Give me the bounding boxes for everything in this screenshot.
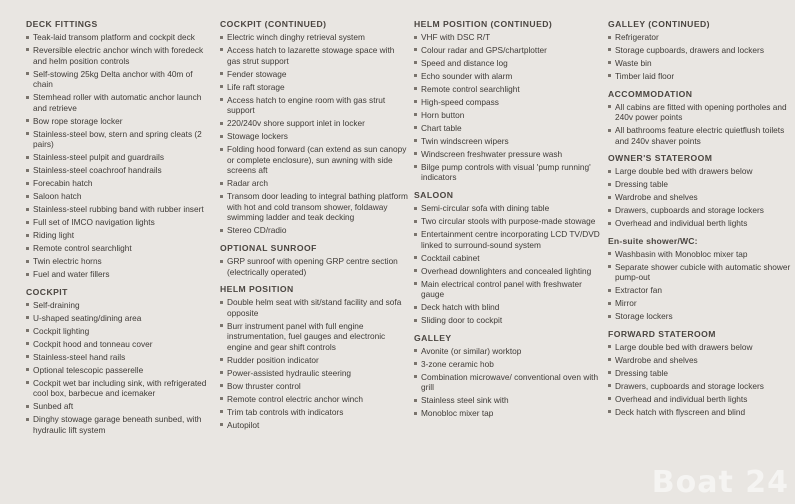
list-item: Large double bed with drawers below <box>608 342 795 353</box>
list-item: Colour radar and GPS/chartplotter <box>414 45 602 56</box>
list-item: Forecabin hatch <box>26 178 214 189</box>
list-item: Main electrical control panel with freshwater gauge <box>414 279 602 300</box>
list-item: Rudder position indicator <box>220 355 408 366</box>
list-item: Access hatch to lazarette stowage space with gas strut support <box>220 45 408 66</box>
list-item: Chart table <box>414 123 602 134</box>
column-1 <box>26 14 214 441</box>
column-3 <box>414 14 602 425</box>
list-item: Sunbed aft <box>26 401 214 412</box>
list-item: Two circular stools with purpose-made stowage <box>414 216 602 227</box>
spec-list <box>608 249 795 322</box>
spec-list <box>608 32 795 82</box>
section-heading: GALLEY (CONTINUED) <box>608 19 710 29</box>
list-item: Stainless-steel hand rails <box>26 352 214 363</box>
column-2 <box>220 14 408 436</box>
list-item: Waste bin <box>608 58 795 69</box>
list-item: Speed and distance log <box>414 58 602 69</box>
section-heading: COCKPIT (CONTINUED) <box>220 19 327 29</box>
list-item: 220/240v shore support inlet in locker <box>220 118 408 129</box>
list-item: Separate shower cubicle with automatic shower pump-out <box>608 262 795 283</box>
list-item: 3-zone ceramic hob <box>414 359 602 370</box>
list-item: Riding light <box>26 230 214 241</box>
spec-list <box>608 166 795 229</box>
list-item: All cabins are fitted with opening portholes and 240v power points <box>608 102 795 123</box>
spec-section <box>414 18 602 183</box>
list-item: Stainless-steel coachroof handrails <box>26 165 214 176</box>
list-item: Teak-laid transom platform and cockpit deck <box>26 32 214 43</box>
spec-section <box>26 18 214 280</box>
column-4 <box>608 14 795 423</box>
list-item: Twin windscreen wipers <box>414 136 602 147</box>
list-item: Monobloc mixer tap <box>414 408 602 419</box>
list-item: Avonite (or similar) worktop <box>414 346 602 357</box>
list-item: Echo sounder with alarm <box>414 71 602 82</box>
list-item: Autopilot <box>220 420 408 431</box>
list-item: Transom door leading to integral bathing platform with hot and cold transom shower, foldaway swimming ladder and teak decking <box>220 191 408 223</box>
list-item: Washbasin with Monobloc mixer tap <box>608 249 795 260</box>
list-item: Dressing table <box>608 179 795 190</box>
section-heading: HELM POSITION <box>220 284 294 295</box>
list-item: Overhead and individual berth lights <box>608 218 795 229</box>
list-item: Storage lockers <box>608 311 795 322</box>
list-item: Dressing table <box>608 368 795 379</box>
list-item: Full set of IMCO navigation lights <box>26 217 214 228</box>
list-item: Stainless steel sink with <box>414 395 602 406</box>
list-item: All bathrooms feature electric quietflush toilets and 240v shaver points <box>608 125 795 146</box>
list-item: Mirror <box>608 298 795 309</box>
list-item: Remote control searchlight <box>414 84 602 95</box>
list-item: Folding hood forward (can extend as sun canopy or complete enclosure), sun awning with side screens aft <box>220 144 408 176</box>
list-item: Power-assisted hydraulic steering <box>220 368 408 379</box>
spec-section <box>608 328 795 418</box>
watermark-logo: Boat 24 <box>651 465 789 500</box>
list-item: Access hatch to engine room with gas strut support <box>220 95 408 116</box>
spec-section <box>608 152 795 229</box>
list-item: Deck hatch with blind <box>414 302 602 313</box>
list-item: Remote control searchlight <box>26 243 214 254</box>
list-item: Drawers, cupboards and storage lockers <box>608 381 795 392</box>
spec-section <box>220 18 408 236</box>
list-item: Entertainment centre incorporating LCD TV/DVD linked to surround-sound system <box>414 229 602 250</box>
list-item: Cockpit hood and tonneau cover <box>26 339 214 350</box>
list-item: Cocktail cabinet <box>414 253 602 264</box>
spec-list <box>26 32 214 280</box>
section-heading: ACCOMMODATION <box>608 88 693 99</box>
list-item: Storage cupboards, drawers and lockers <box>608 45 795 56</box>
spec-section <box>414 189 602 326</box>
list-item: Bow rope storage locker <box>26 116 214 127</box>
spec-list <box>608 342 795 418</box>
list-item: Wardrobe and shelves <box>608 192 795 203</box>
spec-list <box>414 203 602 326</box>
list-item: Burr instrument panel with full engine instrumentation, fuel gauges and electronic engine and gear shift controls <box>220 321 408 353</box>
list-item: Stowage lockers <box>220 131 408 142</box>
list-item: Refrigerator <box>608 32 795 43</box>
spec-section <box>220 242 408 277</box>
list-item: Timber laid floor <box>608 71 795 82</box>
spec-section <box>608 88 795 147</box>
list-item: Twin electric horns <box>26 256 214 267</box>
list-item: Overhead downlighters and concealed lighting <box>414 266 602 277</box>
list-item: Saloon hatch <box>26 191 214 202</box>
list-item: Radar arch <box>220 178 408 189</box>
spec-list <box>26 300 214 436</box>
list-item: Bilge pump controls with visual 'pump running' indicators <box>414 162 602 183</box>
list-item: Fender stowage <box>220 69 408 80</box>
list-item: Wardrobe and shelves <box>608 355 795 366</box>
list-item: VHF with DSC R/T <box>414 32 602 43</box>
list-item: Drawers, cupboards and storage lockers <box>608 205 795 216</box>
spec-list <box>220 256 408 277</box>
list-item: Combination microwave/ conventional oven with grill <box>414 372 602 393</box>
list-item: Stainless-steel rubbing band with rubber insert <box>26 204 214 215</box>
list-item: Overhead and individual berth lights <box>608 394 795 405</box>
spec-section <box>26 286 214 436</box>
list-item: Electric winch dinghy retrieval system <box>220 32 408 43</box>
list-item: Stainless-steel bow, stern and spring cleats (2 pairs) <box>26 129 214 150</box>
section-heading: En-suite shower/WC: <box>608 235 698 246</box>
list-item: Horn button <box>414 110 602 121</box>
list-item: Self-stowing 25kg Delta anchor with 40m of chain <box>26 69 214 90</box>
list-item: Remote control electric anchor winch <box>220 394 408 405</box>
list-item: Semi-circular sofa with dining table <box>414 203 602 214</box>
list-item: Cockpit lighting <box>26 326 214 337</box>
list-item: Sliding door to cockpit <box>414 315 602 326</box>
spec-list <box>608 102 795 147</box>
spec-list <box>414 32 602 183</box>
list-item: Stemhead roller with automatic anchor launch and retrieve <box>26 92 214 113</box>
spec-list <box>220 32 408 236</box>
section-heading: HELM POSITION (CONTINUED) <box>414 19 553 29</box>
section-heading: OWNER'S STATEROOM <box>608 153 713 164</box>
list-item: Reversible electric anchor winch with foredeck and helm position controls <box>26 45 214 66</box>
list-item: Deck hatch with flyscreen and blind <box>608 407 795 418</box>
list-item: Stainless-steel pulpit and guardrails <box>26 152 214 163</box>
spec-section <box>220 283 408 430</box>
section-heading: SALOON <box>414 190 454 201</box>
list-item: Windscreen freshwater pressure wash <box>414 149 602 160</box>
spec-section <box>608 18 795 82</box>
list-item: Large double bed with drawers below <box>608 166 795 177</box>
section-heading: COCKPIT <box>26 286 68 297</box>
list-item: Double helm seat with sit/stand facility and sofa opposite <box>220 297 408 318</box>
list-item: Trim tab controls with indicators <box>220 407 408 418</box>
section-heading: GALLEY <box>414 332 452 343</box>
spec-section <box>608 235 795 322</box>
list-item: Cockpit wet bar including sink, with refrigerated cool box, barbecue and icemaker <box>26 378 214 399</box>
spec-list <box>414 346 602 419</box>
spec-list <box>220 297 408 430</box>
list-item: High-speed compass <box>414 97 602 108</box>
list-item: Bow thruster control <box>220 381 408 392</box>
section-heading: DECK FITTINGS <box>26 19 98 29</box>
list-item: Extractor fan <box>608 285 795 296</box>
list-item: Optional telescopic passerelle <box>26 365 214 376</box>
list-item: GRP sunroof with opening GRP centre section (electrically operated) <box>220 256 408 277</box>
list-item: Life raft storage <box>220 82 408 93</box>
section-heading: FORWARD STATEROOM <box>608 328 716 339</box>
section-heading: OPTIONAL SUNROOF <box>220 243 317 253</box>
list-item: Stereo CD/radio <box>220 225 408 236</box>
list-item: Self-draining <box>26 300 214 311</box>
spec-section <box>414 332 602 419</box>
list-item: Fuel and water fillers <box>26 269 214 280</box>
list-item: Dinghy stowage garage beneath sunbed, with hydraulic lift system <box>26 414 214 435</box>
list-item: U-shaped seating/dining area <box>26 313 214 324</box>
